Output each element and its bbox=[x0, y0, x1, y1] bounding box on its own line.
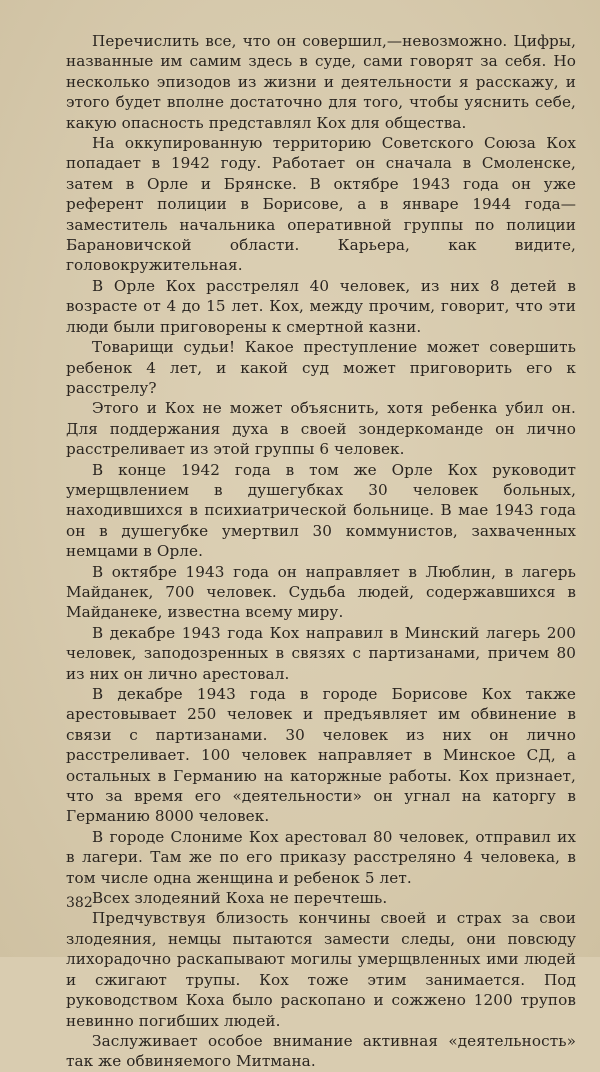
paragraph: В конце 1942 года в том же Орле Кох руководит умерщвлением в душегубках 30 человек больных, находившихся в психиатрической больнице. В мае 1943 года он в душегубке умертвил 30 коммунистов, захваченных немцами в Орле. bbox=[66, 460, 576, 561]
paragraph: В октябре 1943 года он направляет в Люблин, в лагерь Майданек, 700 человек. Судьба людей, содержавшихся в Майданеке, известна всему миру. bbox=[66, 562, 576, 622]
paragraph: В Орле Кох расстрелял 40 человек, из них 8 детей в возрасте от 4 до 15 лет. Кох, между прочим, говорит, что эти люди были приговорены к смертной казни. bbox=[66, 276, 576, 336]
page-number: 382 bbox=[66, 895, 93, 911]
paragraph: Товарищи судьи! Какое преступление может совершить ребенок 4 лет, и какой суд может приговорить его к расстрелу? bbox=[66, 338, 576, 397]
paragraph: Этого и Кох не может объяснить, хотя ребенка убил он. Для поддержания духа в своей зондеркоманде он лично расстреливает из этой группы 6 человек. bbox=[66, 399, 576, 459]
paragraph: В декабре 1943 года Кох направил в Минский лагерь 200 человек, заподозренных в связях с партизанами, причем 80 из них он лично арестовал. bbox=[66, 623, 576, 683]
paragraph: Всех злодеяний Коха не перечтешь. bbox=[92, 889, 388, 908]
paragraph: В городе Слониме Кох арестовал 80 человек, отправил их в лагери. Там же по его приказу расстреляно 4 человека, в том числе одна женщина и ребенок 5 лет. bbox=[66, 827, 576, 887]
paragraph: На оккупированную территорию Советского Союза Кох попадает в 1942 году. Работает он сначала в Смоленске, затем в Орле и Брянске. В октябре 1943 года он уже референт полиции в Борисове, а в январе 1944 года—заместитель начальника оперативной группы по полиции Барановичской области. Карьера, как видите, головокружительная. bbox=[66, 134, 576, 275]
paragraph: Заслуживает особое внимание активная «деятельность» так же обвиняемого Митмана. bbox=[66, 1031, 576, 1071]
body-text bbox=[66, 31, 576, 1072]
paragraph: Предчувствуя близость кончины своей и страх за свои злодеяния, немцы пытаются замести следы, они повсюду лихорадочно раскапывают могилы умерщвленных ими людей и сжигают трупы. Кох тоже этим занимается. Под руководством Коха было раскопано и сожжено 1200 трупов невинно погибших людей. bbox=[66, 909, 576, 1030]
paragraph: Перечислить все, что он совершил,—невозможно. Цифры, названные им самим здесь в суде, сами говорят за себя. Но несколько эпизодов из жизни и деятельности я расскажу, и этого будет вполне достаточно для того, чтобы уяснить себе, какую опасность представлял Кох для общества. bbox=[66, 32, 576, 132]
paragraph: В декабре 1943 года в городе Борисове Кох также арестовывает 250 человек и предъявляет им обвинение в связи с партизанами. 30 человек из них он лично расстреливает. 100 человек направляет в Минское СД, а остальных в Германию на каторжные работы. Кох признает, что за время его «деятельности» он угнал на каторгу в Германию 8000 человек. bbox=[66, 685, 576, 826]
